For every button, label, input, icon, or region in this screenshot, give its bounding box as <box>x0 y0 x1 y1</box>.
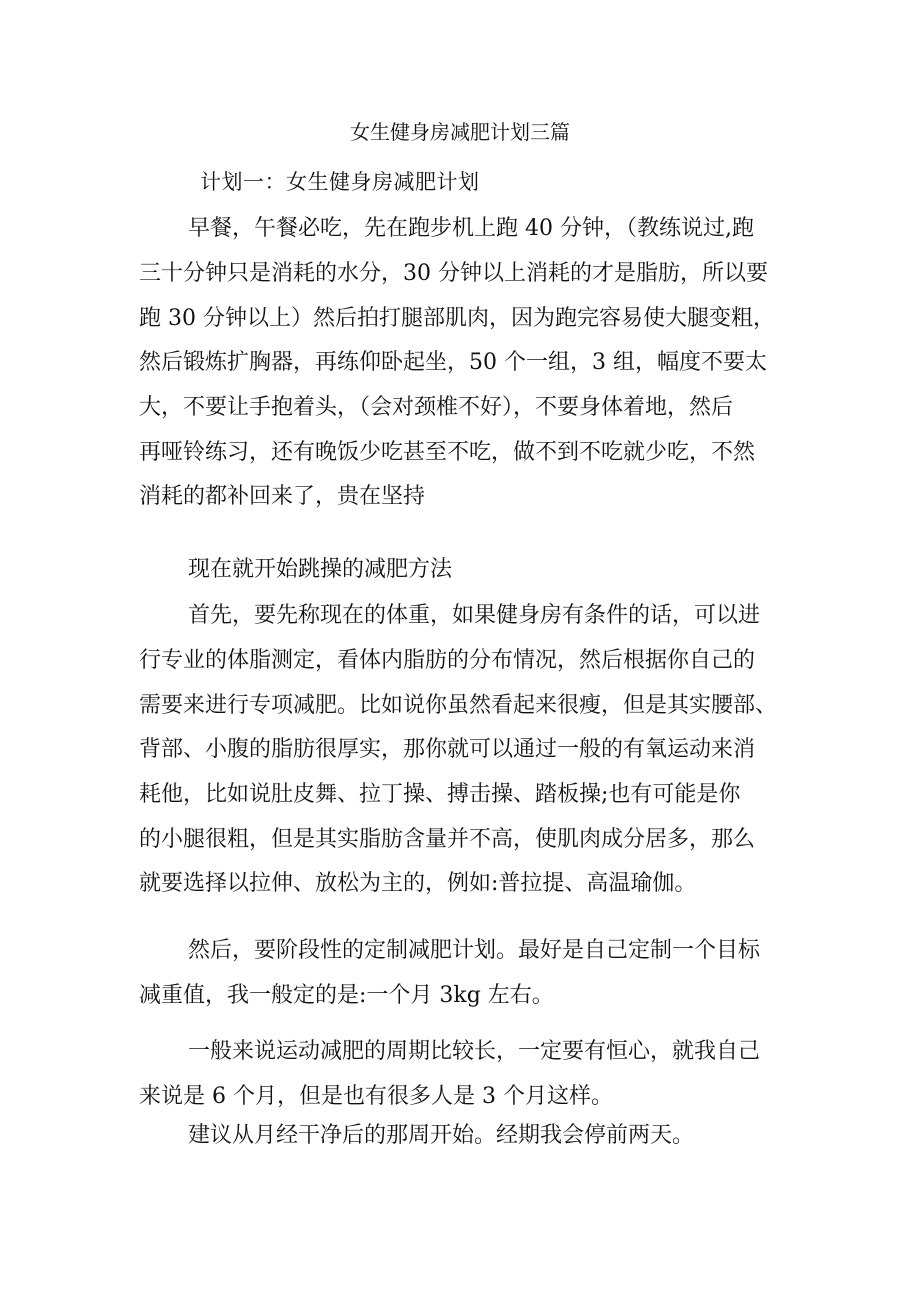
document-title: 女生健身房减肥计划三篇 <box>350 120 570 144</box>
paragraph-line: 行专业的体脂测定，看体内脂肪的分布情况，然后根据你自己的 <box>139 648 756 673</box>
paragraph-line: 大，不要让手抱着头，（会对颈椎不好），不要身体着地，然后 <box>139 395 734 420</box>
paragraph-line: 背部、小腹的脂肪很厚实，那你就可以通过一般的有氧运动来消 <box>139 737 756 762</box>
plan-one-heading: 计划一：女生健身房减肥计划 <box>200 170 480 194</box>
paragraph-line: 跑 30 分钟以上）然后拍打腿部肌肉，因为跑完容易使大腿变粗， <box>139 306 775 331</box>
section-heading: 现在就开始跳操的减肥方法 <box>188 557 453 582</box>
paragraph-line: 然后，要阶段性的定制减肥计划。最好是自己定制一个目标 <box>188 938 761 963</box>
paragraph-line: 消耗的都补回来了，贵在坚持 <box>139 484 426 509</box>
paragraph-line: 再哑铃练习，还有晚饭少吃甚至不吃，做不到不吃就少吃，不然 <box>139 440 756 465</box>
paragraph-line: 减重值，我一般定的是:一个月 3kg 左右。 <box>139 983 554 1008</box>
paragraph-line: 一般来说运动减肥的周期比较长，一定要有恒心，就我自己 <box>188 1039 761 1064</box>
paragraph-line: 的小腿很粗，但是其实脂肪含量并不高，使肌肉成分居多，那么 <box>139 827 756 852</box>
paragraph-line: 来说是 6 个月，但是也有很多人是 3 个月这样。 <box>139 1084 613 1109</box>
paragraph-line: 首先，要先称现在的体重，如果健身房有条件的话，可以进 <box>188 603 761 628</box>
paragraph-line: 耗他，比如说肚皮舞、拉丁操、搏击操、踏板操;也有可能是你 <box>139 782 741 807</box>
paragraph-line: 需要来进行专项减肥。比如说你虽然看起来很瘦，但是其实腰部、 <box>139 693 778 718</box>
paragraph-line: 早餐，午餐必吃，先在跑步机上跑 40 分钟，（教练说过,跑 <box>188 216 754 241</box>
paragraph-line: 然后锻炼扩胸器，再练仰卧起坐，50 个一组，3 组，幅度不要太 <box>139 350 767 375</box>
paragraph-line: 三十分钟只是消耗的水分，30 分钟以上消耗的才是脂肪，所以要 <box>139 261 768 286</box>
paragraph-line: 就要选择以拉伸、放松为主的，例如:普拉提、高温瑜伽。 <box>139 871 697 896</box>
paragraph-line: 建议从月经干净后的那周开始。经期我会停前两天。 <box>188 1123 695 1148</box>
